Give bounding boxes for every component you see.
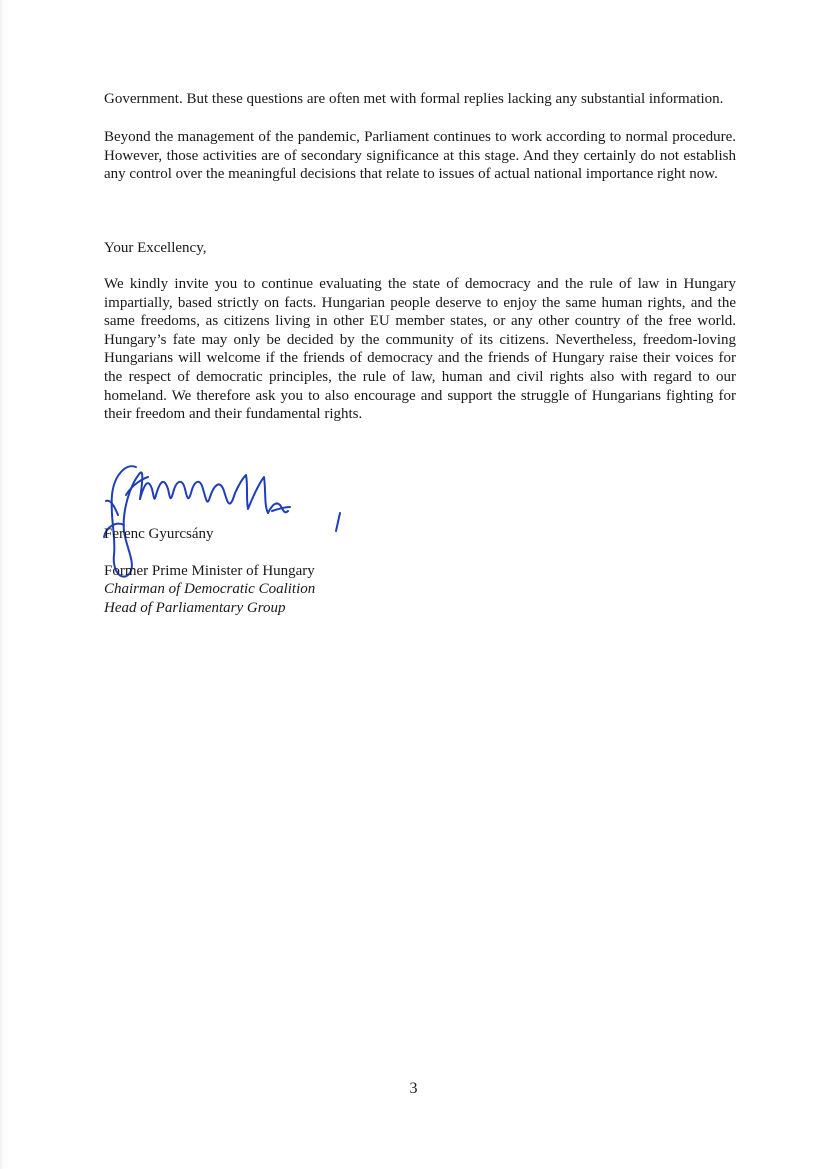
signer-title-head-of-group: Head of Parliamentary Group bbox=[104, 600, 286, 616]
signer-title-former-pm: Former Prime Minister of Hungary bbox=[104, 563, 315, 579]
signer-title-chairman: Chairman of Democratic Coalition bbox=[104, 581, 316, 597]
paragraph-government-replies: Government. But these questions are often met with formal replies lacking any substantial information. bbox=[104, 91, 724, 107]
scan-edge bbox=[0, 0, 4, 1169]
paragraph-parliament-procedure: Beyond the management of the pandemic, Parliament continues to work according to normal procedure. However, those activities are of secondary significance at this stage. And they certainly do not establish any control over the meaningful decisions that relate to issues of actual national importance right now. bbox=[104, 129, 736, 183]
paragraph-invitation: We kindly invite you to continue evaluating the state of democracy and the rule of law in Hungary impartially, based strictly on facts. Hungarian people deserve to enjoy the same human rights, and the same freedoms, as citizens living in other EU member states, or any other country of the free world. Hungary’s fate may only be decided by the community of its citizens. Nevertheless, freedom-loving Hungarians will welcome if the friends of democracy and the friends of Hungary raise their voices for the respect of democratic principles, the rule of law, human and civil rights also with regard to our homeland. We therefore ask you to also encourage and support the struggle of Hungarians fighting for their freedom and their fundamental rights. bbox=[104, 276, 736, 423]
salutation: Your Excellency, bbox=[104, 240, 207, 256]
page-number: 3 bbox=[409, 1080, 418, 1097]
signer-name: Ferenc Gyurcsány bbox=[104, 526, 214, 542]
